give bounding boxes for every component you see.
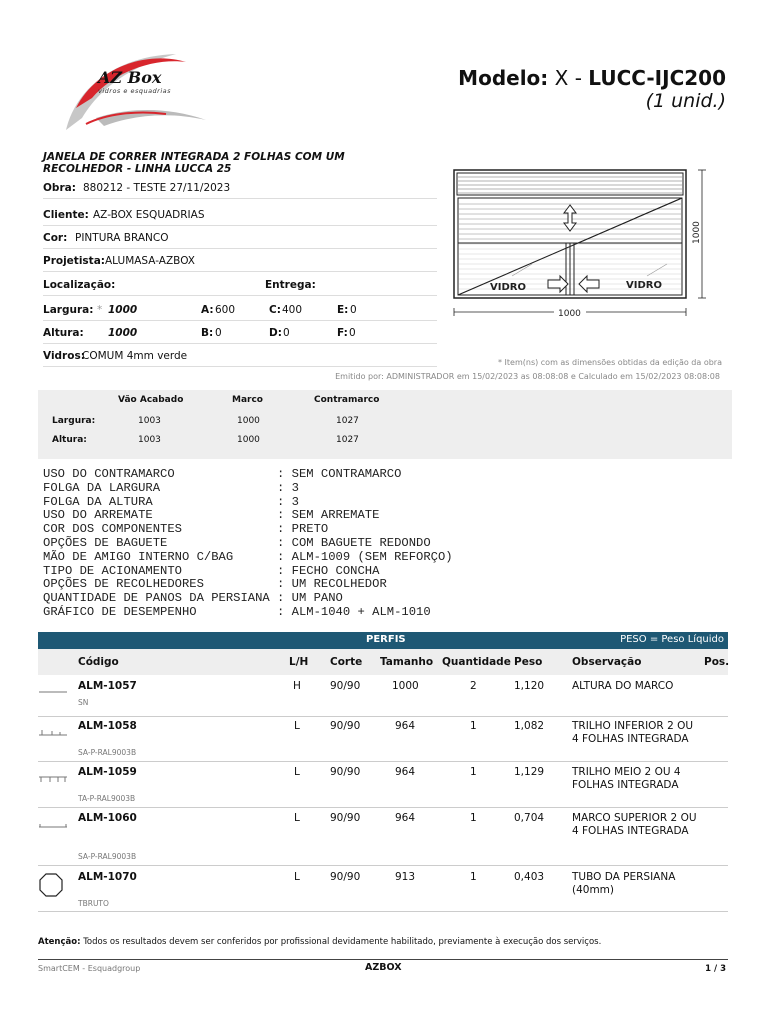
profile-peso: 0,704: [514, 812, 545, 824]
profile-corte: 90/90: [330, 812, 361, 824]
col-corte: Corte: [330, 656, 363, 668]
spec-line: [43, 482, 453, 496]
product-description: JANELA DE CORRER INTEGRADA 2 FOLHAS COM UM RECOLHEDOR - LINHA LUCCA 25: [43, 151, 345, 175]
window-drawing: [452, 168, 722, 318]
obra-value: 880212 - TESTE 27/11/2023: [83, 182, 231, 194]
page-number: 1 / 3: [705, 964, 726, 974]
cliente-value: AZ-BOX ESQUADRIAS: [93, 209, 205, 221]
measure-header-marco: Marco: [232, 395, 263, 405]
spec-value: : COM BAGUETE REDONDO: [277, 535, 431, 550]
measures-table: [38, 390, 732, 459]
projetista-row: [43, 249, 437, 272]
spec-value: : ALM-1009 (SEM REFORÇO): [277, 549, 453, 564]
largura-row: [43, 298, 437, 321]
spec-key: OPÇÕES DE RECOLHEDORES: [43, 577, 278, 592]
profile-code: ALM-1059: [78, 766, 137, 778]
measure-cell: 1003: [138, 435, 161, 445]
table-row: [38, 866, 728, 912]
peso-note: PESO = Peso Líquido: [620, 634, 724, 645]
specs-list: [43, 468, 453, 620]
measure-cell: 1003: [138, 416, 161, 426]
location-row: [43, 273, 437, 296]
measure-row-label: Largura:: [52, 416, 96, 426]
profile-qtd: 1: [470, 871, 477, 883]
altura-label: Altura:: [43, 327, 84, 339]
d-value: 0: [283, 327, 290, 339]
measure-header-contramarco: Contramarco: [314, 395, 380, 405]
spec-key: GRÁFICO DE DESEMPENHO: [43, 604, 278, 619]
company-logo: [56, 48, 216, 138]
profile-finish: TA-P-RAL9003B: [78, 794, 136, 803]
spec-key: TIPO DE ACIONAMENTO: [43, 563, 278, 578]
cliente-row: [43, 203, 437, 226]
spec-line: [43, 468, 453, 482]
attention-label: Atenção:: [38, 937, 81, 947]
dimension-note: * Item(ns) com as dimensões obtidas da edição da obra: [498, 358, 722, 367]
spec-value: : SEM ARREMATE: [277, 508, 380, 523]
tube-section-icon: [38, 872, 64, 898]
profile-peso: 0,403: [514, 871, 545, 883]
b-value: 0: [215, 327, 222, 339]
spec-line: [43, 578, 453, 592]
profile-lh: L: [294, 720, 300, 732]
measure-row-label: Altura:: [52, 435, 87, 445]
profile-code: ALM-1070: [78, 871, 137, 883]
profile-obs: TRILHO MEIO 2 OU 4 FOLHAS INTEGRADA: [572, 766, 681, 791]
profile-code: ALM-1060: [78, 812, 137, 824]
emission-info: Emitido por: ADMINISTRADOR em 15/02/2023 as 08:08:08 e Calculado em 15/02/2023 08:08:08: [335, 372, 720, 381]
perfis-title-bar: [38, 632, 728, 649]
a-label: A:: [201, 304, 214, 316]
logo-text: AZ Box: [98, 68, 162, 87]
col-lh: L/H: [289, 656, 309, 668]
spec-key: COR DOS COMPONENTES: [43, 522, 278, 537]
spec-value: : SEM CONTRAMARCO: [277, 467, 402, 481]
table-row: [38, 808, 728, 866]
profile-finish: SN: [78, 698, 89, 707]
vidros-row: [43, 344, 437, 367]
profile-obs: TUBO DA PERSIANA (40mm): [572, 871, 676, 896]
spec-value: : ALM-1040 + ALM-1010: [277, 604, 431, 619]
profile-lh: L: [294, 871, 300, 883]
attention-note: [38, 937, 601, 947]
footer-company: AZBOX: [365, 962, 402, 973]
attention-text: Todos os resultados devem ser conferidos por profissional devidamente habilitado, previamente à execução dos serviços.: [83, 937, 602, 947]
spec-key: FOLGA DA ALTURA: [43, 494, 278, 509]
profile-finish: SA-P-RAL9003B: [78, 748, 137, 757]
obra-row: [43, 176, 437, 199]
profile-section-icon: [38, 822, 68, 830]
spec-line: [43, 592, 453, 606]
largura-label: Largura:: [43, 304, 94, 316]
profile-lh: L: [294, 766, 300, 778]
col-tamanho: Tamanho: [380, 656, 434, 668]
profile-peso: 1,129: [514, 766, 545, 778]
spec-key: USO DO CONTRAMARCO: [43, 467, 278, 481]
spec-key: USO DO ARREMATE: [43, 508, 278, 523]
projetista-label: Projetista:: [43, 255, 105, 267]
profile-section-icon: [38, 772, 68, 784]
model-prefix: X -: [554, 66, 582, 90]
profile-lh: L: [294, 812, 300, 824]
cliente-label: Cliente:: [43, 209, 89, 221]
spec-value: : 3: [277, 494, 299, 509]
table-row: [38, 762, 728, 808]
b-label: B:: [201, 327, 214, 339]
c-value: 400: [282, 304, 303, 316]
cor-value: PINTURA BRANCO: [75, 232, 169, 244]
entrega-label: Entrega:: [265, 279, 316, 291]
glass-left-label: VIDRO: [490, 282, 526, 293]
col-codigo: Código: [78, 656, 119, 668]
f-label: F:: [337, 327, 348, 339]
profile-obs: ALTURA DO MARCO: [572, 680, 674, 692]
vidros-label: Vidros:: [43, 350, 85, 362]
logo-tagline: vidros e esquadrias: [98, 87, 172, 95]
glass-right-label: VIDRO: [626, 280, 662, 291]
spec-key: QUANTIDADE DE PANOS DA PERSIANA: [43, 591, 278, 606]
profile-peso: 1,120: [514, 680, 545, 692]
profile-corte: 90/90: [330, 720, 361, 732]
perfis-title: PERFIS: [366, 634, 406, 645]
profile-tamanho: 1000: [392, 680, 419, 692]
footer-software: SmartCEM - Esquadgroup: [38, 964, 141, 973]
measure-cell: 1027: [336, 416, 359, 426]
cor-row: [43, 226, 437, 249]
spec-value: : PRETO: [277, 522, 329, 537]
spec-value: : FECHO CONCHA: [277, 563, 380, 578]
spec-line: [43, 523, 453, 537]
largura-value: 1000: [108, 304, 138, 316]
spec-value: : UM PANO: [277, 591, 343, 606]
profile-section-icon: [38, 689, 68, 695]
obra-label: Obra:: [43, 182, 76, 194]
altura-row: [43, 321, 437, 344]
spec-key: MÃO DE AMIGO INTERNO C/BAG: [43, 549, 278, 564]
spec-line: [43, 496, 453, 510]
spec-value: : UM RECOLHEDOR: [277, 577, 387, 592]
profile-tamanho: 964: [395, 720, 416, 732]
measure-cell: 1000: [237, 435, 260, 445]
profile-obs: MARCO SUPERIOR 2 OU 4 FOLHAS INTEGRADA: [572, 812, 697, 837]
spec-line: [43, 537, 453, 551]
a-value: 600: [215, 304, 236, 316]
projetista-value: ALUMASA-AZBOX: [105, 255, 195, 267]
profile-qtd: 2: [470, 680, 477, 692]
table-row: [38, 717, 728, 762]
e-value: 0: [350, 304, 357, 316]
measure-cell: 1027: [336, 435, 359, 445]
measure-cell: 1000: [237, 416, 260, 426]
footer-divider: [38, 959, 728, 960]
width-dimension: 1000: [558, 309, 581, 318]
profile-finish: TBRUTO: [78, 899, 109, 908]
vidros-value: COMUM 4mm verde: [82, 350, 188, 362]
table-row: [38, 675, 728, 717]
profile-code: ALM-1057: [78, 680, 137, 692]
spec-key: OPÇÕES DE BAGUETE: [43, 535, 278, 550]
d-label: D:: [269, 327, 282, 339]
col-observacao: Observação: [572, 656, 642, 668]
profile-qtd: 1: [470, 720, 477, 732]
localizacao-label: Localização:: [43, 279, 116, 291]
profile-qtd: 1: [470, 766, 477, 778]
profile-qtd: 1: [470, 812, 477, 824]
profile-lh: H: [293, 680, 301, 692]
f-value: 0: [349, 327, 356, 339]
profile-peso: 1,082: [514, 720, 545, 732]
largura-star: *: [97, 304, 103, 316]
profile-corte: 90/90: [330, 680, 361, 692]
profile-tamanho: 964: [395, 766, 416, 778]
model-quantity: (1 unid.): [645, 90, 726, 112]
spec-line: [43, 509, 453, 523]
spec-line: [43, 606, 453, 620]
spec-key: FOLGA DA LARGURA: [43, 480, 278, 495]
profile-tamanho: 964: [395, 812, 416, 824]
measure-header-vao: Vão Acabado: [118, 395, 184, 405]
profile-corte: 90/90: [330, 871, 361, 883]
altura-value: 1000: [108, 327, 138, 339]
spec-value: : 3: [277, 480, 299, 495]
c-label: C:: [269, 304, 281, 316]
col-pos: Pos.: [704, 656, 730, 668]
model-code: LUCC-IJC200: [588, 66, 726, 90]
profile-finish: SA-P-RAL9003B: [78, 852, 137, 861]
model-label: Modelo:: [458, 66, 549, 90]
spec-line: [43, 551, 453, 565]
perfis-header-row: [38, 649, 728, 675]
profile-code: ALM-1058: [78, 720, 137, 732]
col-quantidade: Quantidade: [442, 656, 511, 668]
model-title: [458, 66, 726, 90]
profile-tamanho: 913: [395, 871, 416, 883]
e-label: E:: [337, 304, 349, 316]
col-peso: Peso: [514, 656, 543, 668]
cor-label: Cor:: [43, 232, 68, 244]
profile-section-icon: [38, 727, 68, 739]
height-dimension: 1000: [692, 221, 702, 244]
profile-obs: TRILHO INFERIOR 2 OU 4 FOLHAS INTEGRADA: [572, 720, 694, 745]
profile-corte: 90/90: [330, 766, 361, 778]
